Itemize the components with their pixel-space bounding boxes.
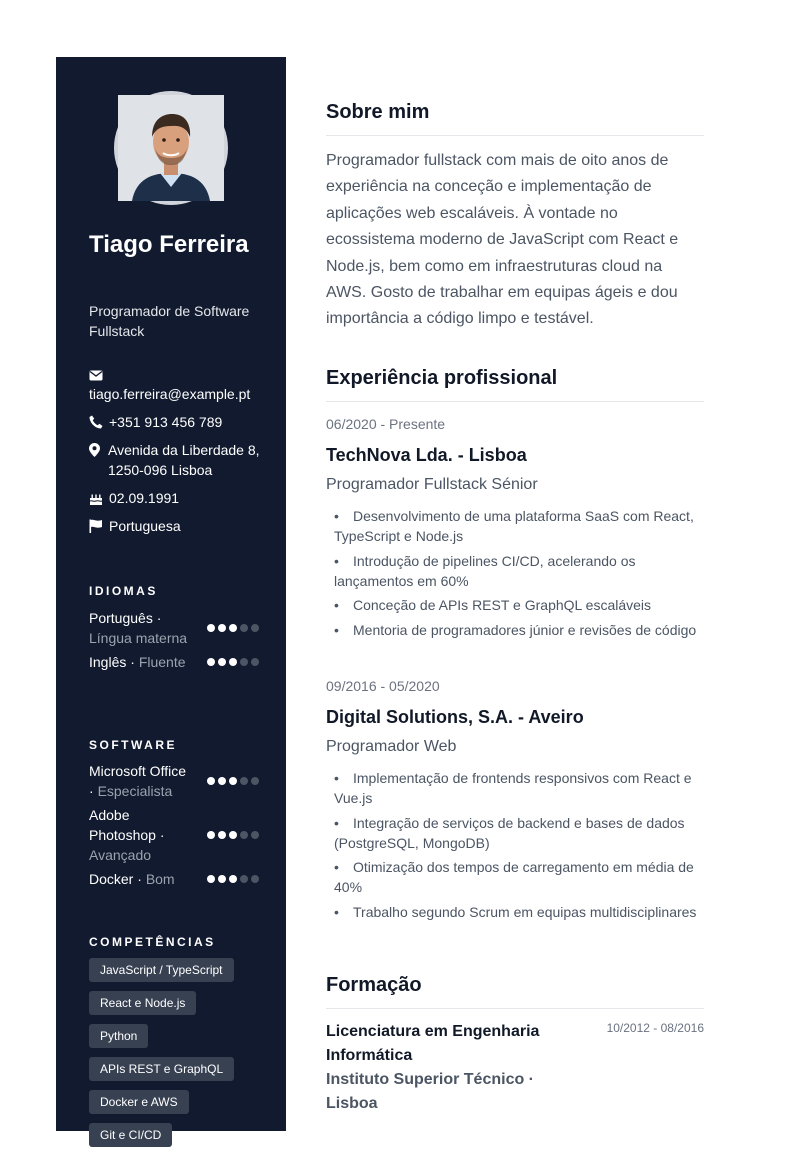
job-bullet [334, 620, 704, 640]
rating-dot-empty [251, 875, 259, 883]
education-degree: Licenciatura em Engenharia Informática [326, 1023, 540, 1064]
software-item-level: Bom [145, 871, 175, 887]
rating-dot-empty [251, 658, 259, 666]
languages-title: IDIOMAS [89, 584, 158, 598]
education-title: Formação [326, 974, 422, 996]
divider [326, 401, 704, 402]
rating-dot-filled [218, 875, 226, 883]
rating-dot-empty [240, 831, 248, 839]
skill-chip-row [89, 1024, 269, 1057]
job-bullet-text: Introdução de pipelines CI/CD, acelerando os lançamentos em 60% [334, 552, 636, 589]
rating-dot-filled [218, 658, 226, 666]
software-item-name: Docker [89, 871, 134, 887]
sidebar [56, 57, 286, 1142]
job-bullet-text: Trabalho segundo Scrum em equipas multidisciplinares [353, 903, 697, 920]
languages-item-text: Inglês · Fluente [89, 654, 186, 670]
job-bullet-text: Integração de serviços de backend e bases de dados (PostgreSQL, MongoDB) [334, 814, 685, 851]
bullet-icon: • [334, 814, 339, 831]
skill-chip-row [89, 1057, 269, 1090]
bullet-icon: • [334, 770, 339, 786]
skills-title: COMPETÊNCIAS [89, 935, 216, 949]
bullet-icon: • [334, 859, 339, 875]
rating-dot-empty [251, 777, 259, 785]
job-bullet [334, 551, 704, 591]
job-bullet [334, 902, 704, 922]
bullet-icon: • [334, 621, 339, 638]
job-bullet [334, 595, 704, 615]
job-company: TechNova Lda. - Lisboa [326, 445, 527, 465]
education-header [326, 974, 704, 1009]
flag-icon [89, 516, 109, 536]
rating-dots [207, 624, 259, 632]
contact-address-text: Avenida da Liberdade 8, 1250-096 Lisboa [108, 442, 260, 478]
education-date: 10/2012 - 08/2016 [606, 1021, 704, 1035]
job-bullet-text: Mentoria de programadores júnior e revisões de código [353, 621, 697, 638]
software-item-text: Adobe Photoshop · Avançado [89, 807, 165, 863]
software-item [89, 805, 259, 865]
rating-dot-filled [218, 777, 226, 785]
skills-list [89, 958, 269, 1156]
languages-item [89, 608, 259, 648]
about-text: Programador fullstack com mais de oito anos de experiência na conceção e implementação de aplicações web escaláveis. À vontade no ecossistema moderno de JavaScript com React e Node.js, bem como em infraestruturas cloud na AWS. Gosto de trabalhar em equipas ágeis e dou importância a código limpo e testável. [326, 152, 679, 328]
rating-dots [207, 658, 259, 666]
job-bullet-text: Implementação de frontends responsivos com React e Vue.js [334, 770, 692, 806]
software-item-text: Microsoft Office · Especialista [89, 763, 186, 799]
avatar [114, 91, 228, 205]
job-company: Digital Solutions, S.A. - Aveiro [326, 707, 584, 727]
divider [326, 135, 704, 136]
rating-dot-empty [240, 624, 248, 632]
rating-dot-filled [229, 777, 237, 785]
experience-title: Experiência profissional [326, 367, 558, 389]
languages-item-level: Fluente [138, 654, 186, 670]
skill-chip: React e Node.js [89, 991, 196, 1015]
contact-phone-text: +351 913 456 789 [109, 414, 223, 430]
person-portrait-icon [118, 95, 224, 201]
rating-dot-filled [207, 831, 215, 839]
skill-chip-row [89, 991, 269, 1024]
job-bullets [326, 506, 704, 640]
contact-nationality [89, 516, 269, 536]
about-title: Sobre mim [326, 101, 430, 123]
about-section [326, 101, 704, 136]
job-bullet [334, 813, 704, 853]
bullet-icon: • [334, 903, 339, 920]
software-item-level: Avançado [89, 847, 152, 863]
software-item-name: Microsoft Office [89, 763, 186, 779]
job-position: Programador Web [326, 738, 457, 755]
contact-nationality-text: Portuguesa [109, 518, 181, 534]
contact-birthdate-text: 02.09.1991 [109, 490, 180, 506]
languages-item-name: Inglês [89, 654, 127, 670]
software-list [89, 761, 259, 893]
job-entry [326, 677, 704, 926]
software-item-text: Docker · Bom [89, 871, 175, 887]
contact-email-text: tiago.ferreira@example.pt [89, 386, 251, 402]
rating-dot-filled [218, 624, 226, 632]
divider [326, 1008, 704, 1009]
job-date: 09/2016 - 05/2020 [326, 678, 440, 694]
software-item-level: Especialista [97, 783, 173, 799]
map-pin-icon [89, 440, 108, 460]
rating-dot-empty [240, 875, 248, 883]
rating-dot-empty [251, 624, 259, 632]
rating-dot-empty [240, 777, 248, 785]
job-bullet [334, 857, 704, 897]
contact-phone[interactable] [89, 412, 269, 432]
job-position: Programador Fullstack Sénior [326, 476, 538, 493]
job-bullets [326, 768, 704, 922]
languages-item-text: Português · Língua materna [89, 610, 188, 646]
skill-chip: Git e CI/CD [89, 1123, 172, 1147]
job-entry [326, 415, 704, 644]
skill-chip-row [89, 958, 269, 991]
software-title: SOFTWARE [89, 738, 177, 752]
rating-dots [207, 875, 259, 883]
skill-chip-row [89, 1090, 269, 1123]
languages-item-name: Português [89, 610, 153, 626]
rating-dot-filled [207, 624, 215, 632]
education-school: Instituto Superior Técnico · Lisboa [326, 1071, 535, 1112]
rating-dot-filled [229, 624, 237, 632]
contact-birthdate [89, 488, 269, 508]
phone-icon [89, 412, 109, 432]
bullet-icon: • [334, 508, 339, 524]
job-bullet-text: Otimização dos tempos de carregamento em média de 40% [334, 859, 694, 895]
job-bullet [334, 506, 704, 546]
bullet-icon: • [334, 552, 339, 569]
envelope-icon [89, 366, 109, 384]
rating-dot-empty [251, 831, 259, 839]
contact-address [89, 440, 269, 480]
languages-list [89, 608, 259, 676]
software-item [89, 869, 259, 889]
rating-dots [207, 777, 259, 785]
job-bullet-text: Desenvolvimento de uma plataforma SaaS com React, TypeScript e Node.js [334, 508, 694, 544]
experience-header [326, 367, 704, 402]
languages-item [89, 652, 259, 672]
rating-dots [207, 831, 259, 839]
birthday-cake-icon [89, 488, 109, 508]
rating-dot-filled [229, 875, 237, 883]
rating-dot-filled [229, 831, 237, 839]
skill-chip: APIs REST e GraphQL [89, 1057, 234, 1081]
rating-dot-filled [207, 875, 215, 883]
rating-dot-empty [240, 658, 248, 666]
contact-email[interactable] [89, 366, 269, 404]
skill-chip: Python [89, 1024, 148, 1048]
job-date: 06/2020 - Presente [326, 416, 446, 432]
rating-dot-filled [229, 658, 237, 666]
profile-role: Programador de Software Fullstack [89, 303, 250, 339]
profile-name: Tiago Ferreira [89, 231, 249, 258]
languages-item-level: Língua materna [89, 630, 188, 646]
skill-chip: JavaScript / TypeScript [89, 958, 234, 982]
rating-dot-filled [218, 831, 226, 839]
software-item-name: Adobe Photoshop [89, 807, 156, 843]
education-entry [326, 1020, 704, 1116]
software-item [89, 761, 259, 801]
job-bullet-text: Conceção de APIs REST e GraphQL escaláveis [353, 597, 652, 613]
contact-list [89, 366, 269, 544]
skill-chip-row [89, 1123, 269, 1156]
job-bullet [334, 768, 704, 808]
bullet-icon: • [334, 597, 339, 613]
skill-chip: Docker e AWS [89, 1090, 189, 1114]
rating-dot-filled [207, 658, 215, 666]
rating-dot-filled [207, 777, 215, 785]
